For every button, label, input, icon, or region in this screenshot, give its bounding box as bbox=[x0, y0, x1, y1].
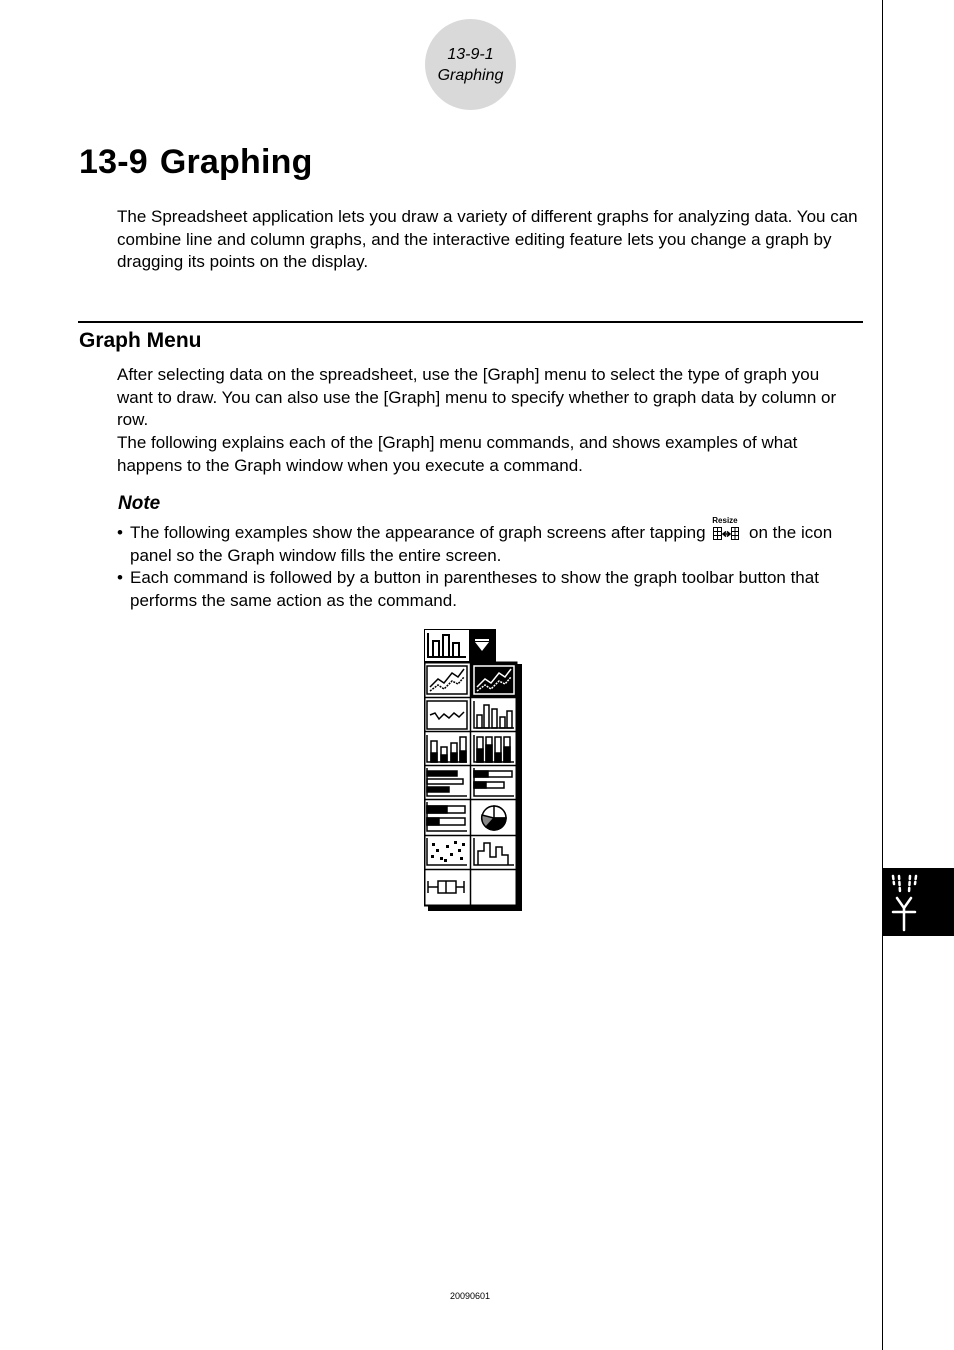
pie-chart-button[interactable] bbox=[482, 806, 506, 830]
bullet-icon: • bbox=[117, 568, 123, 588]
footer-code: 20090601 bbox=[449, 1291, 491, 1301]
note-item bbox=[117, 567, 847, 612]
note-item-1-text-end: on the icon panel so the Graph window fills the entire screen. bbox=[130, 523, 833, 565]
section-heading: Graph Menu bbox=[79, 329, 202, 352]
page-number: 13-9-1 bbox=[447, 45, 494, 63]
note-item-1-text-start: The following examples show the appearance of graph screens after tapping bbox=[130, 523, 706, 542]
line-graph-filled-button[interactable] bbox=[471, 663, 517, 697]
graph-menu-text bbox=[117, 364, 857, 478]
graph-menu-paragraph-1: After selecting data on the spreadsheet, use the [Graph] menu to select the type of graph you want to draw. You can also use the [Graph] menu to specify whether to graph data by column or row. bbox=[117, 365, 837, 430]
graph-menu-paragraph-2: The following explains each of the [Graph] menu commands, and shows examples of what happens to the Graph window when you execute a command. bbox=[117, 433, 798, 475]
right-margin-rule bbox=[882, 0, 883, 1350]
chapter-number: 13-9 bbox=[79, 143, 148, 181]
resize-icon-label: Resize bbox=[712, 516, 738, 525]
note-title: Note bbox=[118, 493, 161, 514]
spreadsheet-chapter-icon bbox=[883, 868, 954, 936]
chapter-tab bbox=[883, 868, 954, 936]
section-divider bbox=[78, 321, 863, 323]
intro-paragraph: The Spreadsheet application lets you draw a variety of different graphs for analyzing data. You can combine line and column graphs, and the interactive editing feature lets you change a graph by dragging its points on the display. bbox=[117, 207, 858, 272]
dropdown-button[interactable] bbox=[469, 629, 496, 662]
pie-chart-icon bbox=[482, 806, 506, 830]
graph-type-menu bbox=[424, 629, 522, 916]
column-graph-button[interactable] bbox=[425, 630, 470, 662]
page-number-badge bbox=[425, 19, 516, 110]
chapter-title-text: Graphing bbox=[159, 143, 313, 181]
resize-icon bbox=[712, 516, 742, 541]
page-section-name: Graphing bbox=[437, 66, 504, 84]
note-item-2-text: Each command is followed by a button in parentheses to show the graph toolbar button that performs the same action as the command. bbox=[130, 568, 819, 611]
note-item bbox=[117, 516, 847, 567]
bullet-icon: • bbox=[117, 523, 123, 542]
note-list bbox=[117, 516, 847, 613]
chapter-title bbox=[79, 143, 313, 182]
